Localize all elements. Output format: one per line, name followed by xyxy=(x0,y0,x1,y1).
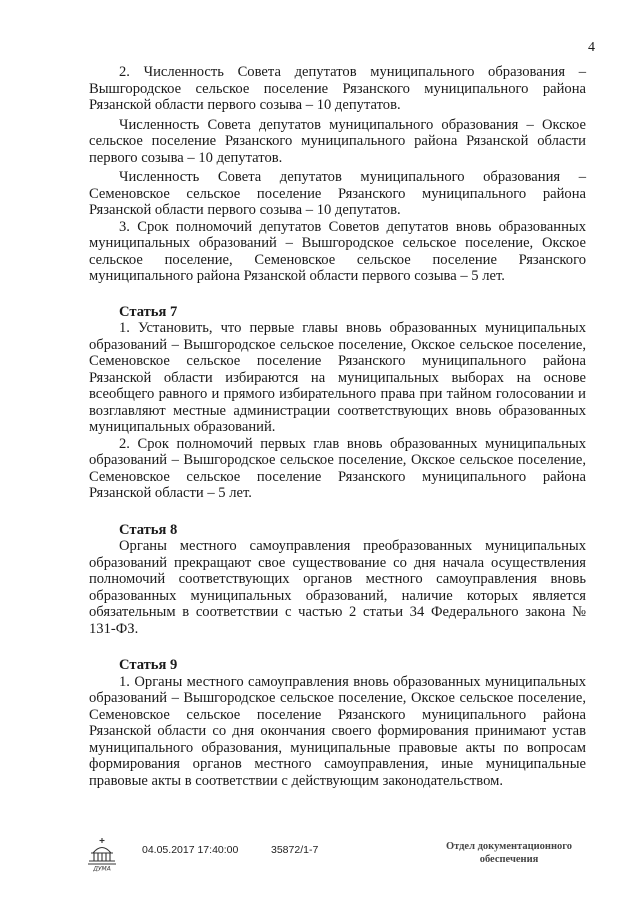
paragraph-council-term: 3. Срок полномочий депутатов Советов депутатов вновь образованных муниципальных образований – Вышгородское сельское поселение, Окское сельское поселение, Семеновское сельское поселение Рязанского муниципального района Рязанской области первого созыва – 5 лет. xyxy=(89,218,586,284)
article-9-heading: Статья 9 xyxy=(119,657,178,673)
registration-timestamp: 04.05.2017 17:40:00 xyxy=(142,844,239,856)
department-stamp xyxy=(424,841,594,866)
svg-text:ДУМА: ДУМА xyxy=(93,865,111,872)
document-footer xyxy=(86,832,586,882)
paragraph-council-size-vyshgorodskoe: 2. Численность Совета депутатов муниципального образования – Вышгородское сельское поселение Рязанского муниципального района Рязанской области первого созыва – 10 депутатов. xyxy=(89,64,586,113)
document-body xyxy=(89,64,586,789)
page-number: 4 xyxy=(588,40,595,55)
paragraph-council-size-semenovskoe: Численность Совета депутатов муниципального образования – Семеновское сельское поселение Рязанского муниципального района Рязанской области первого созыва – 10 депутатов. xyxy=(89,169,586,218)
duma-emblem-icon xyxy=(86,836,118,872)
article-7-paragraph-2: 2. Срок полномочий первых глав вновь образованных муниципальных образований – Вышгородское сельское поселение, Окское сельское поселение, Семеновское сельское поселение Рязанского муниципального района Рязанской области – 5 лет. xyxy=(89,435,586,501)
article-7-heading: Статья 7 xyxy=(119,303,178,320)
article-8-heading: Статья 8 xyxy=(119,521,178,538)
paragraph-council-size-okskoe: Численность Совета депутатов муниципального образования – Окское сельское поселение Рязанского муниципального района Рязанской области первого созыва – 10 депутатов. xyxy=(89,116,586,166)
article-9-paragraph-1: 1. Органы местного самоуправления вновь образованных муниципальных образований – Вышгородское сельское поселение, Окское сельское поселение, Семеновское сельское поселение Рязанского муниципального района Рязанской области со дня окончания своего формирования принимают устав муниципального образования, муниципальные правовые акты по вопросам формирования органов местного самоуправления, иные муниципальные правовые акты в соответствии с действующим законодательством. xyxy=(89,673,586,789)
registration-number: 35872/1-7 xyxy=(271,844,319,856)
department-stamp-line-2: обеспечения xyxy=(479,853,539,865)
department-stamp-line-1: Отдел документационного xyxy=(445,841,573,852)
article-8-paragraph-1: Органы местного самоуправления преобразованных муниципальных образований прекращают свое существование со дня начала осуществления полномочий соответствующих органов местного самоуправления вновь образованных муниципальных образований, наличие которых является обязательным в соответствии с частью 2 статьи 34 Федерального закона № 131-ФЗ. xyxy=(89,538,586,637)
article-7-paragraph-1: 1. Установить, что первые главы вновь образованных муниципальных образований – Вышгородское сельское поселение, Окское сельское поселение, Семеновское сельское поселение Рязанского муниципального района Рязанской области избираются на муниципальных выборах на основе всеобщего равного и прямого избирательного права при тайном голосовании и возглавляют местные администрации соответствующих вновь образованных муниципальных образований. xyxy=(89,320,586,435)
